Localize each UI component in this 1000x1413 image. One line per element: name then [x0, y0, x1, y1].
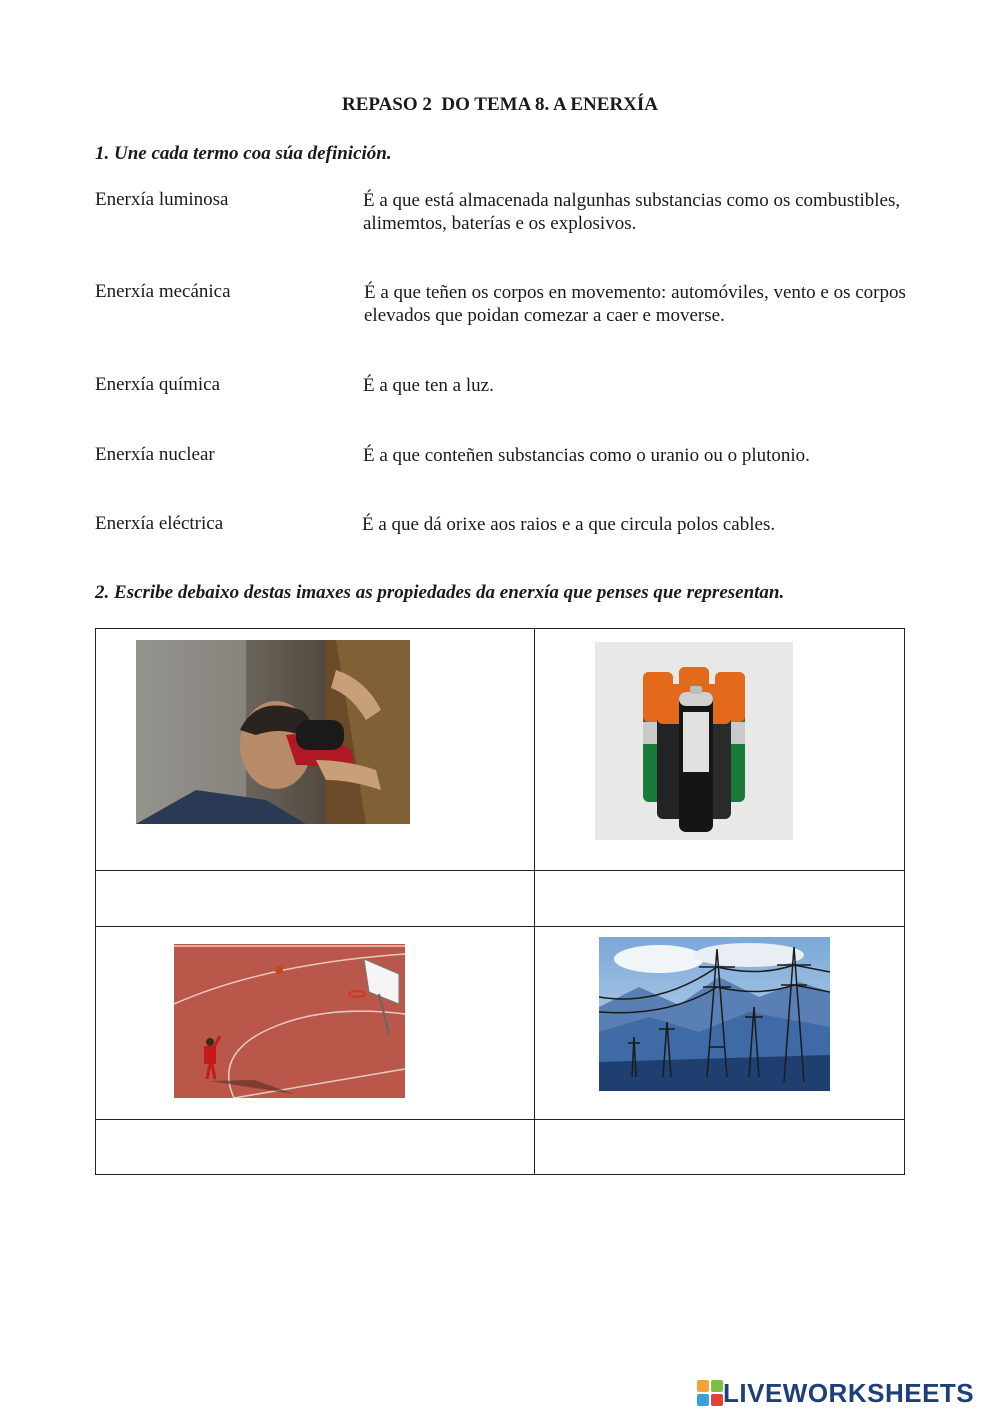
table-divider: [96, 926, 904, 927]
term-item[interactable]: Enerxía eléctrica: [95, 513, 224, 534]
power-lines-photo: [599, 937, 830, 1091]
answer-input-4[interactable]: [536, 1120, 904, 1174]
section2-heading: 2. Escribe debaixo destas imaxes as propiedades da enerxía que penses que representan.: [95, 582, 785, 603]
hair-dryer-photo: [136, 640, 410, 824]
batteries-photo: [595, 642, 793, 840]
liveworksheets-logo: [697, 1378, 974, 1408]
term-item[interactable]: Enerxía mecánica: [95, 281, 231, 302]
page-title: REPASO 2 DO TEMA 8. A ENERXÍA: [341, 94, 658, 115]
definition-item[interactable]: É a que conteñen substancias como o uranio ou o plutonio.: [363, 445, 810, 466]
table-divider: [534, 629, 535, 1174]
section1-heading: 1. Une cada termo coa súa definición.: [95, 143, 392, 164]
term-item[interactable]: Enerxía luminosa: [95, 189, 229, 210]
logo-icon: [697, 1380, 723, 1406]
image-table: [95, 628, 905, 1175]
definition-item[interactable]: É a que teñen os corpos en movemento: automóviles, vento e os corpos elevados que poidan comezar a caer e moverse.: [364, 282, 906, 326]
logo-text: LIVEWORKSHEETS: [723, 1377, 975, 1408]
definition-item[interactable]: É a que ten a luz.: [363, 375, 494, 396]
basketball-photo: [174, 944, 405, 1098]
term-item[interactable]: Enerxía nuclear: [95, 444, 215, 465]
answer-input-1[interactable]: [97, 871, 533, 925]
answer-input-3[interactable]: [97, 1120, 533, 1174]
definition-item[interactable]: É a que dá orixe aos raios e a que circula polos cables.: [362, 514, 776, 535]
term-item[interactable]: Enerxía química: [95, 374, 221, 395]
answer-input-2[interactable]: [536, 871, 904, 925]
definition-item[interactable]: É a que está almacenada nalgunhas substancias como os combustibles, alimemtos, baterías e os explosivos.: [363, 190, 901, 234]
